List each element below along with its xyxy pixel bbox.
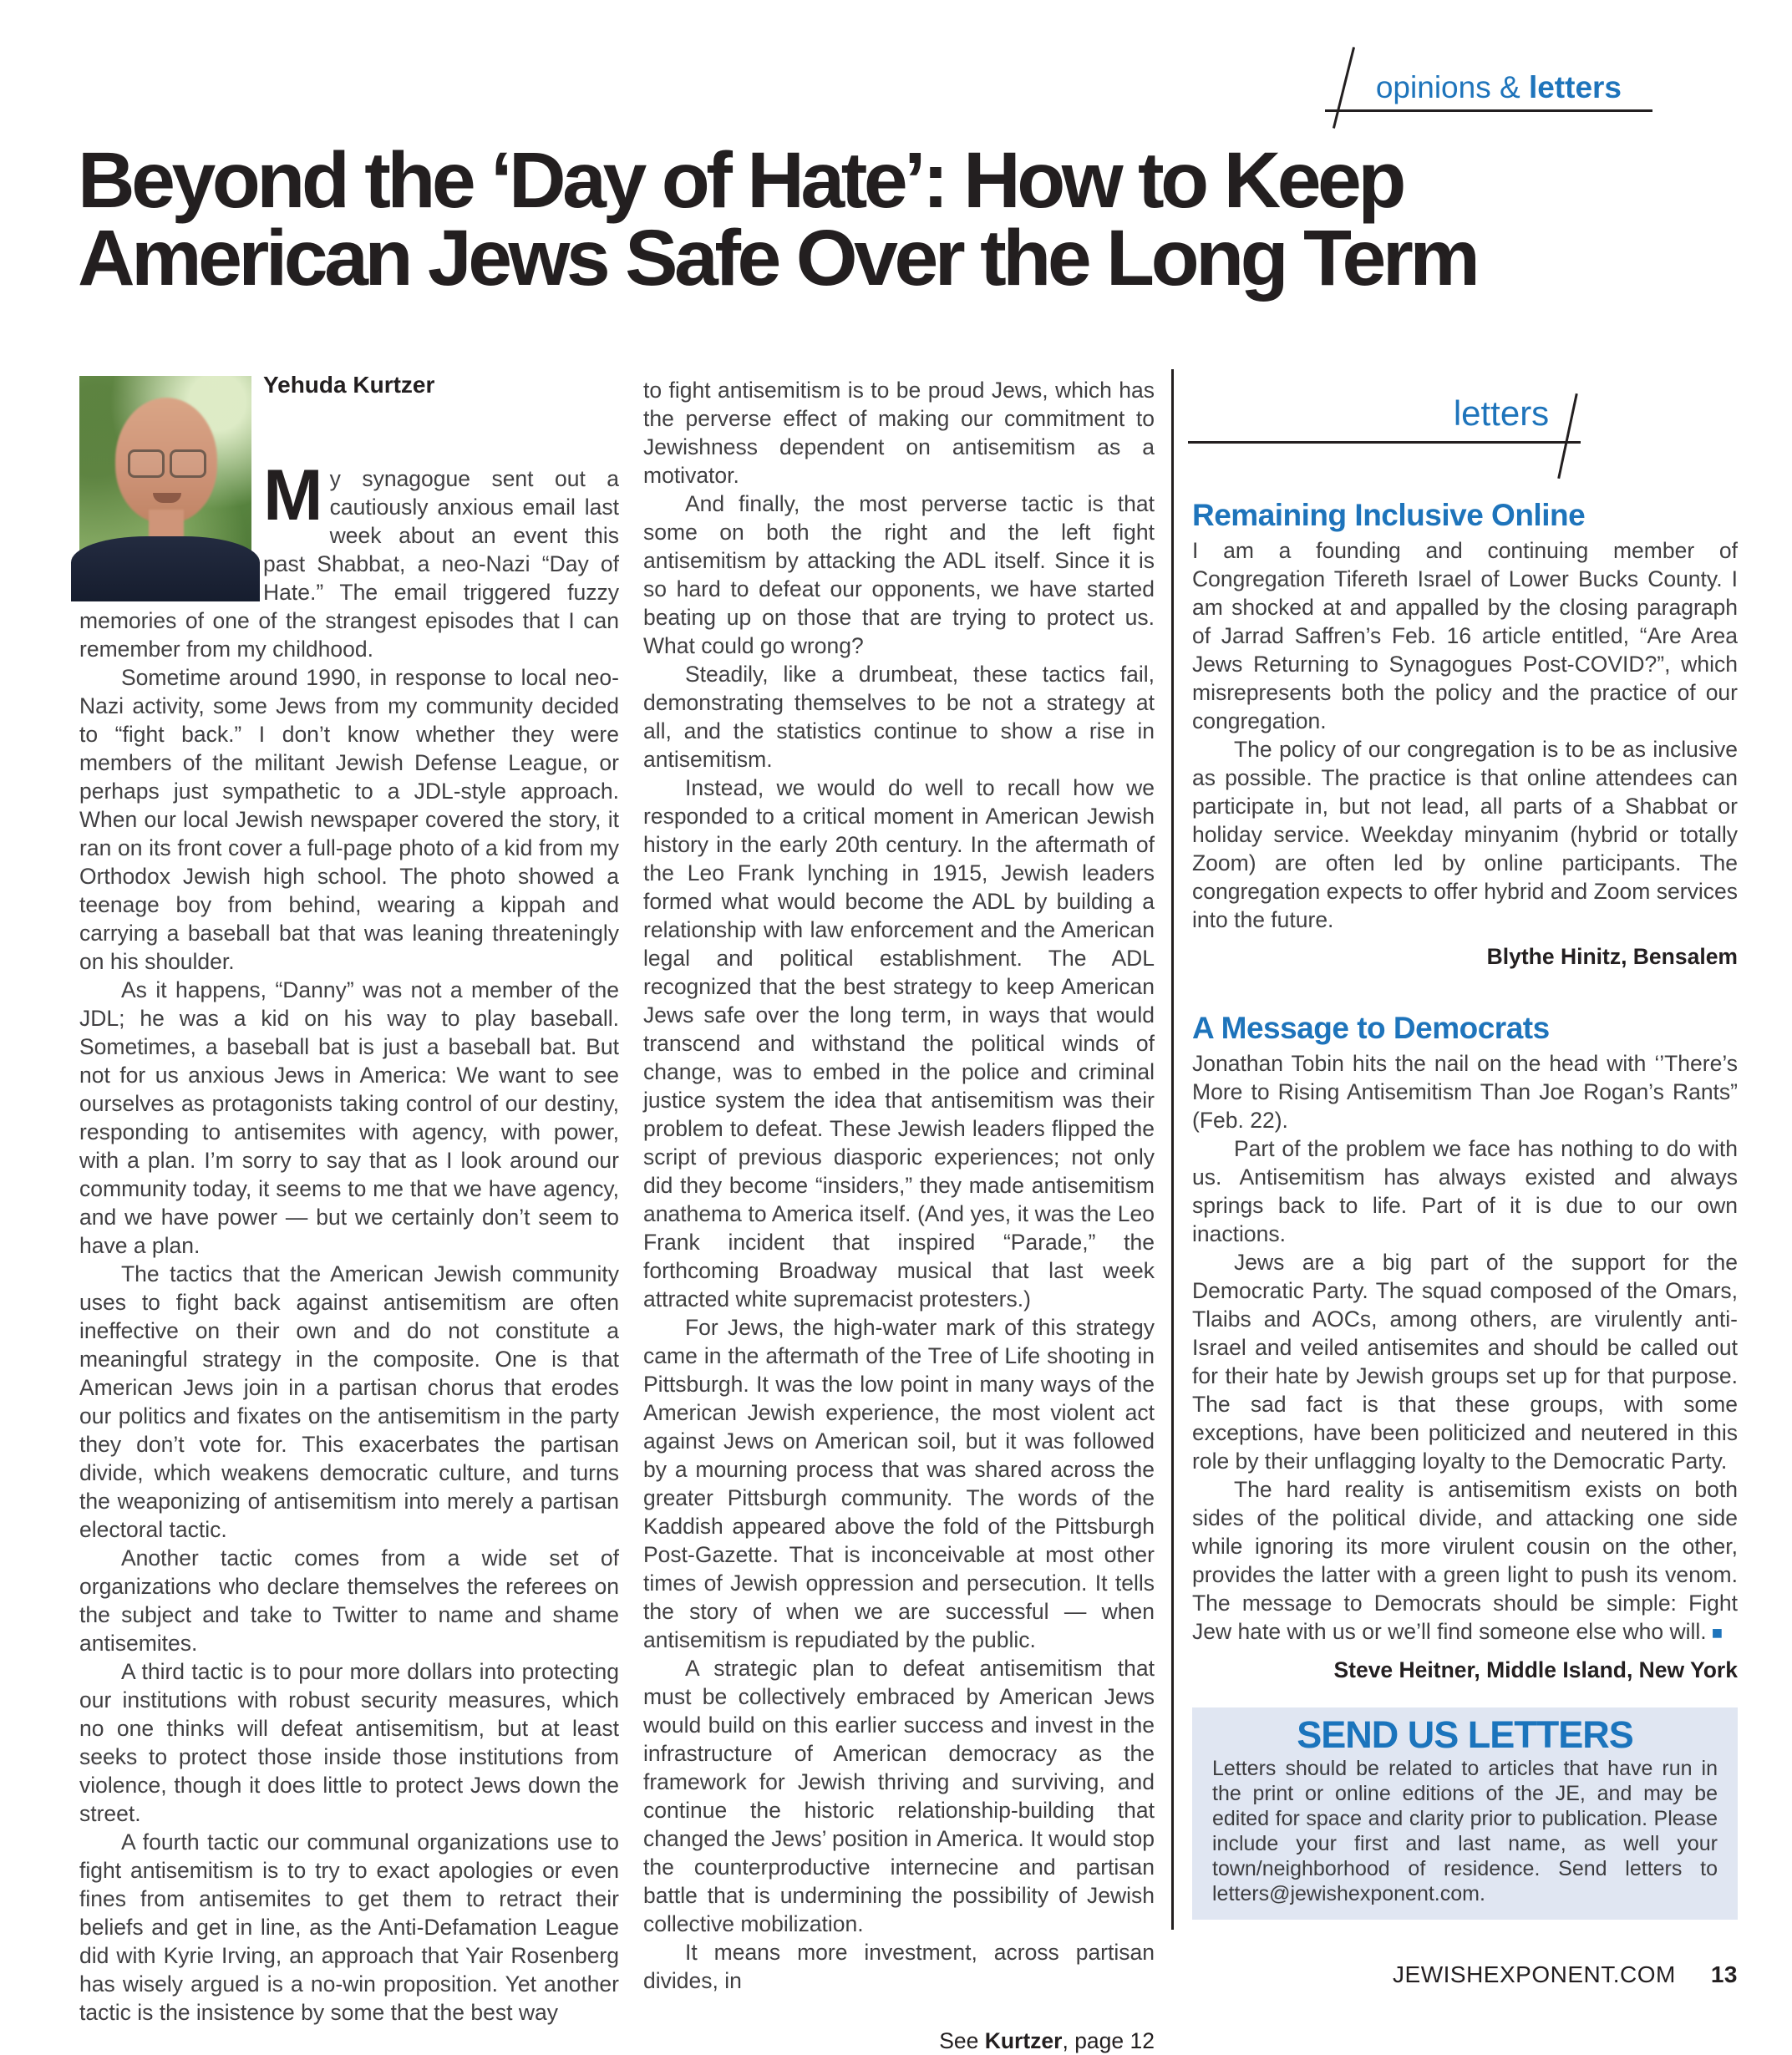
section-header-rule (1325, 109, 1652, 112)
letter-paragraph: I am a founding and continuing member of Congregation Tifereth Israel of Lower Bucks County. I am shocked at and appalled by the closing paragraph of Jarrad Saffren’s Feb. 16 article entitled, “Are Area Jews Returning to Synagogues Post-COVID?”, which misrepresents both the policy and the practice of our congregation. (1192, 538, 1738, 733)
author-byline: Yehuda Kurtzer (263, 372, 435, 398)
letter-paragraph: The policy of our congregation is to be as inclusive as possible. The practice is that online attendees can participate in, but not lead, all parts of a Shabbat or holiday service. Weekday minyanim (hybrid or totally Zoom) are often led by online participants. The congregation expects to offer hybrid and Zoom services into the future. (1192, 737, 1738, 932)
letters-column (1192, 368, 1738, 1920)
author-photo (79, 376, 251, 595)
article-paragraph: It means more investment, across partisan divides, in (643, 1940, 1155, 1993)
article-paragraph: My synagogue sent out a cautiously anxious email last week about an event this past Shabbat, a neo-Nazi “Day of Hate.” The email triggered fuzzy memories of one of the strangest episodes that I can remember from my childhood. (79, 455, 619, 662)
send-box-title: SEND US LETTERS (1297, 1713, 1633, 1756)
article-paragraph: A third tactic is to pour more dollars into protecting our institutions with robust security measures, which no one thinks will defeat antisemitism, but at least seeks to protect those inside those institutions from violence, though it does little to protect Jews down the street. (79, 1659, 619, 1826)
end-of-letter-mark: ■ (1711, 1622, 1723, 1643)
article-paragraph: A strategic plan to defeat antisemitism that must be collectively embraced by American Jews would build on this earlier success and invest in the infrastructure of American democracy as the framework for Jewish thriving and surviving, and continue the historic relationship-building that changed the Jews’ position in America. It would stop the counterproductive internecine and partisan battle that is undermining the possibility of Jewish collective mobilization. (643, 1656, 1155, 1936)
article-paragraph: As it happens, “Danny” was not a member of the JDL; he was a kid on his way to play baseball. Sometimes, a baseball bat is just a baseball bat. But not for us anxious Jews in America: We want to see ourselves as protagonists taking control of our destiny, responding to antisemites with agency, with power, with a plan. I’m sorry to say that as I look around our community today, it seems to me that we have agency, and we have power — but we certainly don’t seem to have a plan. (79, 977, 619, 1258)
slash-decoration (1557, 393, 1578, 479)
letter-title: Remaining Inclusive Online (1192, 498, 1586, 532)
site-name: JEWISHEXPONENT.COM (1393, 1961, 1676, 1987)
article-headline: Beyond the ‘Day of Hate’: How to Keep American Jews Safe Over the Long Term (78, 136, 1477, 302)
article-column-1 (79, 368, 619, 2027)
letter-signature: Steve Heitner, Middle Island, New York (1333, 1657, 1738, 1682)
article-paragraph: And finally, the most perverse tactic is that some on both the right and the left fight antisemitism by attacking the ADL itself. Since it is so hard to defeat our opponents, we have started beating up on those that are trying to protect us. What could go wrong? (643, 491, 1155, 658)
article-paragraph: Another tactic comes from a wide set of organizations who declare themselves the referees on the subject and take to Twitter to name and shame antisemites. (79, 1545, 619, 1656)
drop-cap: M (263, 455, 323, 535)
section-header-bold: letters (1528, 70, 1622, 104)
section-header (1325, 70, 1622, 105)
letter-title: A Message to Democrats (1192, 1011, 1550, 1045)
letter-paragraph: Jonathan Tobin hits the nail on the head with ‘’There’s More to Rising Antisemitism Than Joe Rogan’s Rants” (Feb. 22). (1192, 1051, 1738, 1133)
author-photo-shirt (71, 536, 260, 601)
article-paragraph: The tactics that the American Jewish community uses to fight back against antisemitism are often ineffective on their own and do not constitute a meaningful strategy in the composite. One is that American Jews join in a partisan chorus that erodes our politics and fixates on the antisemitism in the party they don’t vote for. This exacerbates the partisan divide, which weakens democratic culture, and turns the weaponizing of antisemitism into merely a partisan electoral tactic. (79, 1261, 619, 1542)
letters-section-header (1192, 368, 1738, 466)
section-header-regular: opinions & (1375, 70, 1529, 104)
send-box-body: Letters should be related to articles that have run in the print or online editions of the JE, and may be edited for space and clarity prior to publication. Please include your first and last name, as well your town/neighborhood of residence. Send letters to letters@jewishexponent.com. (1212, 1757, 1718, 1905)
page-footer (1393, 1961, 1738, 1988)
glasses-shape (128, 449, 206, 474)
article-paragraph: Sometime around 1990, in response to local neo-Nazi activity, some Jews from my community decided to “fight back.” I don’t know whether they were members of the militant Jewish Defense League, or perhaps just sympathetic to a JDL-style approach. When our local Jewish newspaper covered the story, it ran on its front cover a full-page photo of a kid from my Orthodox Jewish high school. The photo showed a teenage boy from behind, wearing a kippah and carrying a baseball bat that was leaning threateningly on his shoulder. (79, 665, 619, 974)
send-us-letters-box (1192, 1707, 1738, 1920)
article-paragraph: For Jews, the high-water mark of this strategy came in the aftermath of the Tree of Life shooting in Pittsburgh. It was the low point in many ways of the American Jewish experience, the most violent act against Jews on American soil, but it was followed by a mourning process that was shared across the greater Pittsburgh community. The words of the Kaddish appeared above the fold of the Pittsburgh Post-Gazette. That is inconceivable at most other times of Jewish oppression and persecution. It tells the story of when we are successful — when antisemitism is repudiated by the public. (643, 1315, 1155, 1652)
continuation-note: See Kurtzer, page 12 (939, 2028, 1155, 2053)
letter-signature: Blythe Hinitz, Bensalem (1486, 944, 1738, 969)
article-paragraph: Steadily, like a drumbeat, these tactics fail, demonstrating themselves to be not a strategy at all, and the statistics continue to show a rise in antisemitism. (643, 662, 1155, 772)
article-paragraph: A fourth tactic our communal organizations use to fight antisemitism is to try to exact apologies or even fines from antisemites to get them to retract their beliefs and get in line, as the Anti-Defamation League did with Kyrie Irving, an approach that Yair Rosenberg has wisely argued is a no-win proposition. Yet another tactic is the insistence by some that the best way (79, 1829, 619, 2025)
article-column-2 (643, 368, 1155, 2055)
page-number: 13 (1710, 1961, 1738, 1987)
column-divider-rule (1171, 369, 1174, 1930)
letter-paragraph: The hard reality is antisemitism exists on both sides of the political divide, and attacking one side while ignoring its more virulent cousin on the other, provides the latter with a green light to push its venom. The message to Democrats should be simple: Fight Jew hate with us or we’ll find someone else who will. ■ (1192, 1477, 1738, 1644)
letters-header-rule (1188, 441, 1581, 444)
letter-paragraph: Jews are a big part of the support for the Democratic Party. The squad composed of the Omars, Tlaibs and AOCs, among others, are virulently anti-Israel and veiled antisemites and should be called out for their hate by Jewish groups set up for that purpose. The sad fact is that these groups, with some exceptions, have been politicized and neutered in this role by their unflagging loyalty to the Democratic Party. (1192, 1250, 1738, 1474)
letter-paragraph: Part of the problem we face has nothing to do with us. Antisemitism has always existed and always springs back to life. Part of it is due to our own inactions. (1192, 1136, 1738, 1246)
letters-header-label: letters (1453, 393, 1550, 433)
article-paragraph: to fight antisemitism is to be proud Jews, which has the perverse effect of making our commitment to Jewishness dependent on antisemitism as a motivator. (643, 378, 1155, 488)
article-paragraph: Instead, we would do well to recall how we responded to a critical moment in American Jewish history in the early 20th century. In the aftermath of the Leo Frank lynching in 1915, Jewish leaders formed what would become the ADL by building a relationship with law enforcement and the American legal and political establishment. The ADL recognized that the best strategy to keep American Jews safe over the long term, in ways that would transcend and withstand the political winds of change, was to embed in the police and criminal justice system the idea that antisemitism was their problem to defeat. These Jewish leaders flipped the script of previous diasporic experiences; not only did they become “insiders,” they made antisemitism anathema to America itself. (And yes, it was the Leo Frank incident that inspired “Parade,” the forthcoming Broadway musical that last week attracted white supremacist protesters.) (643, 775, 1155, 1312)
